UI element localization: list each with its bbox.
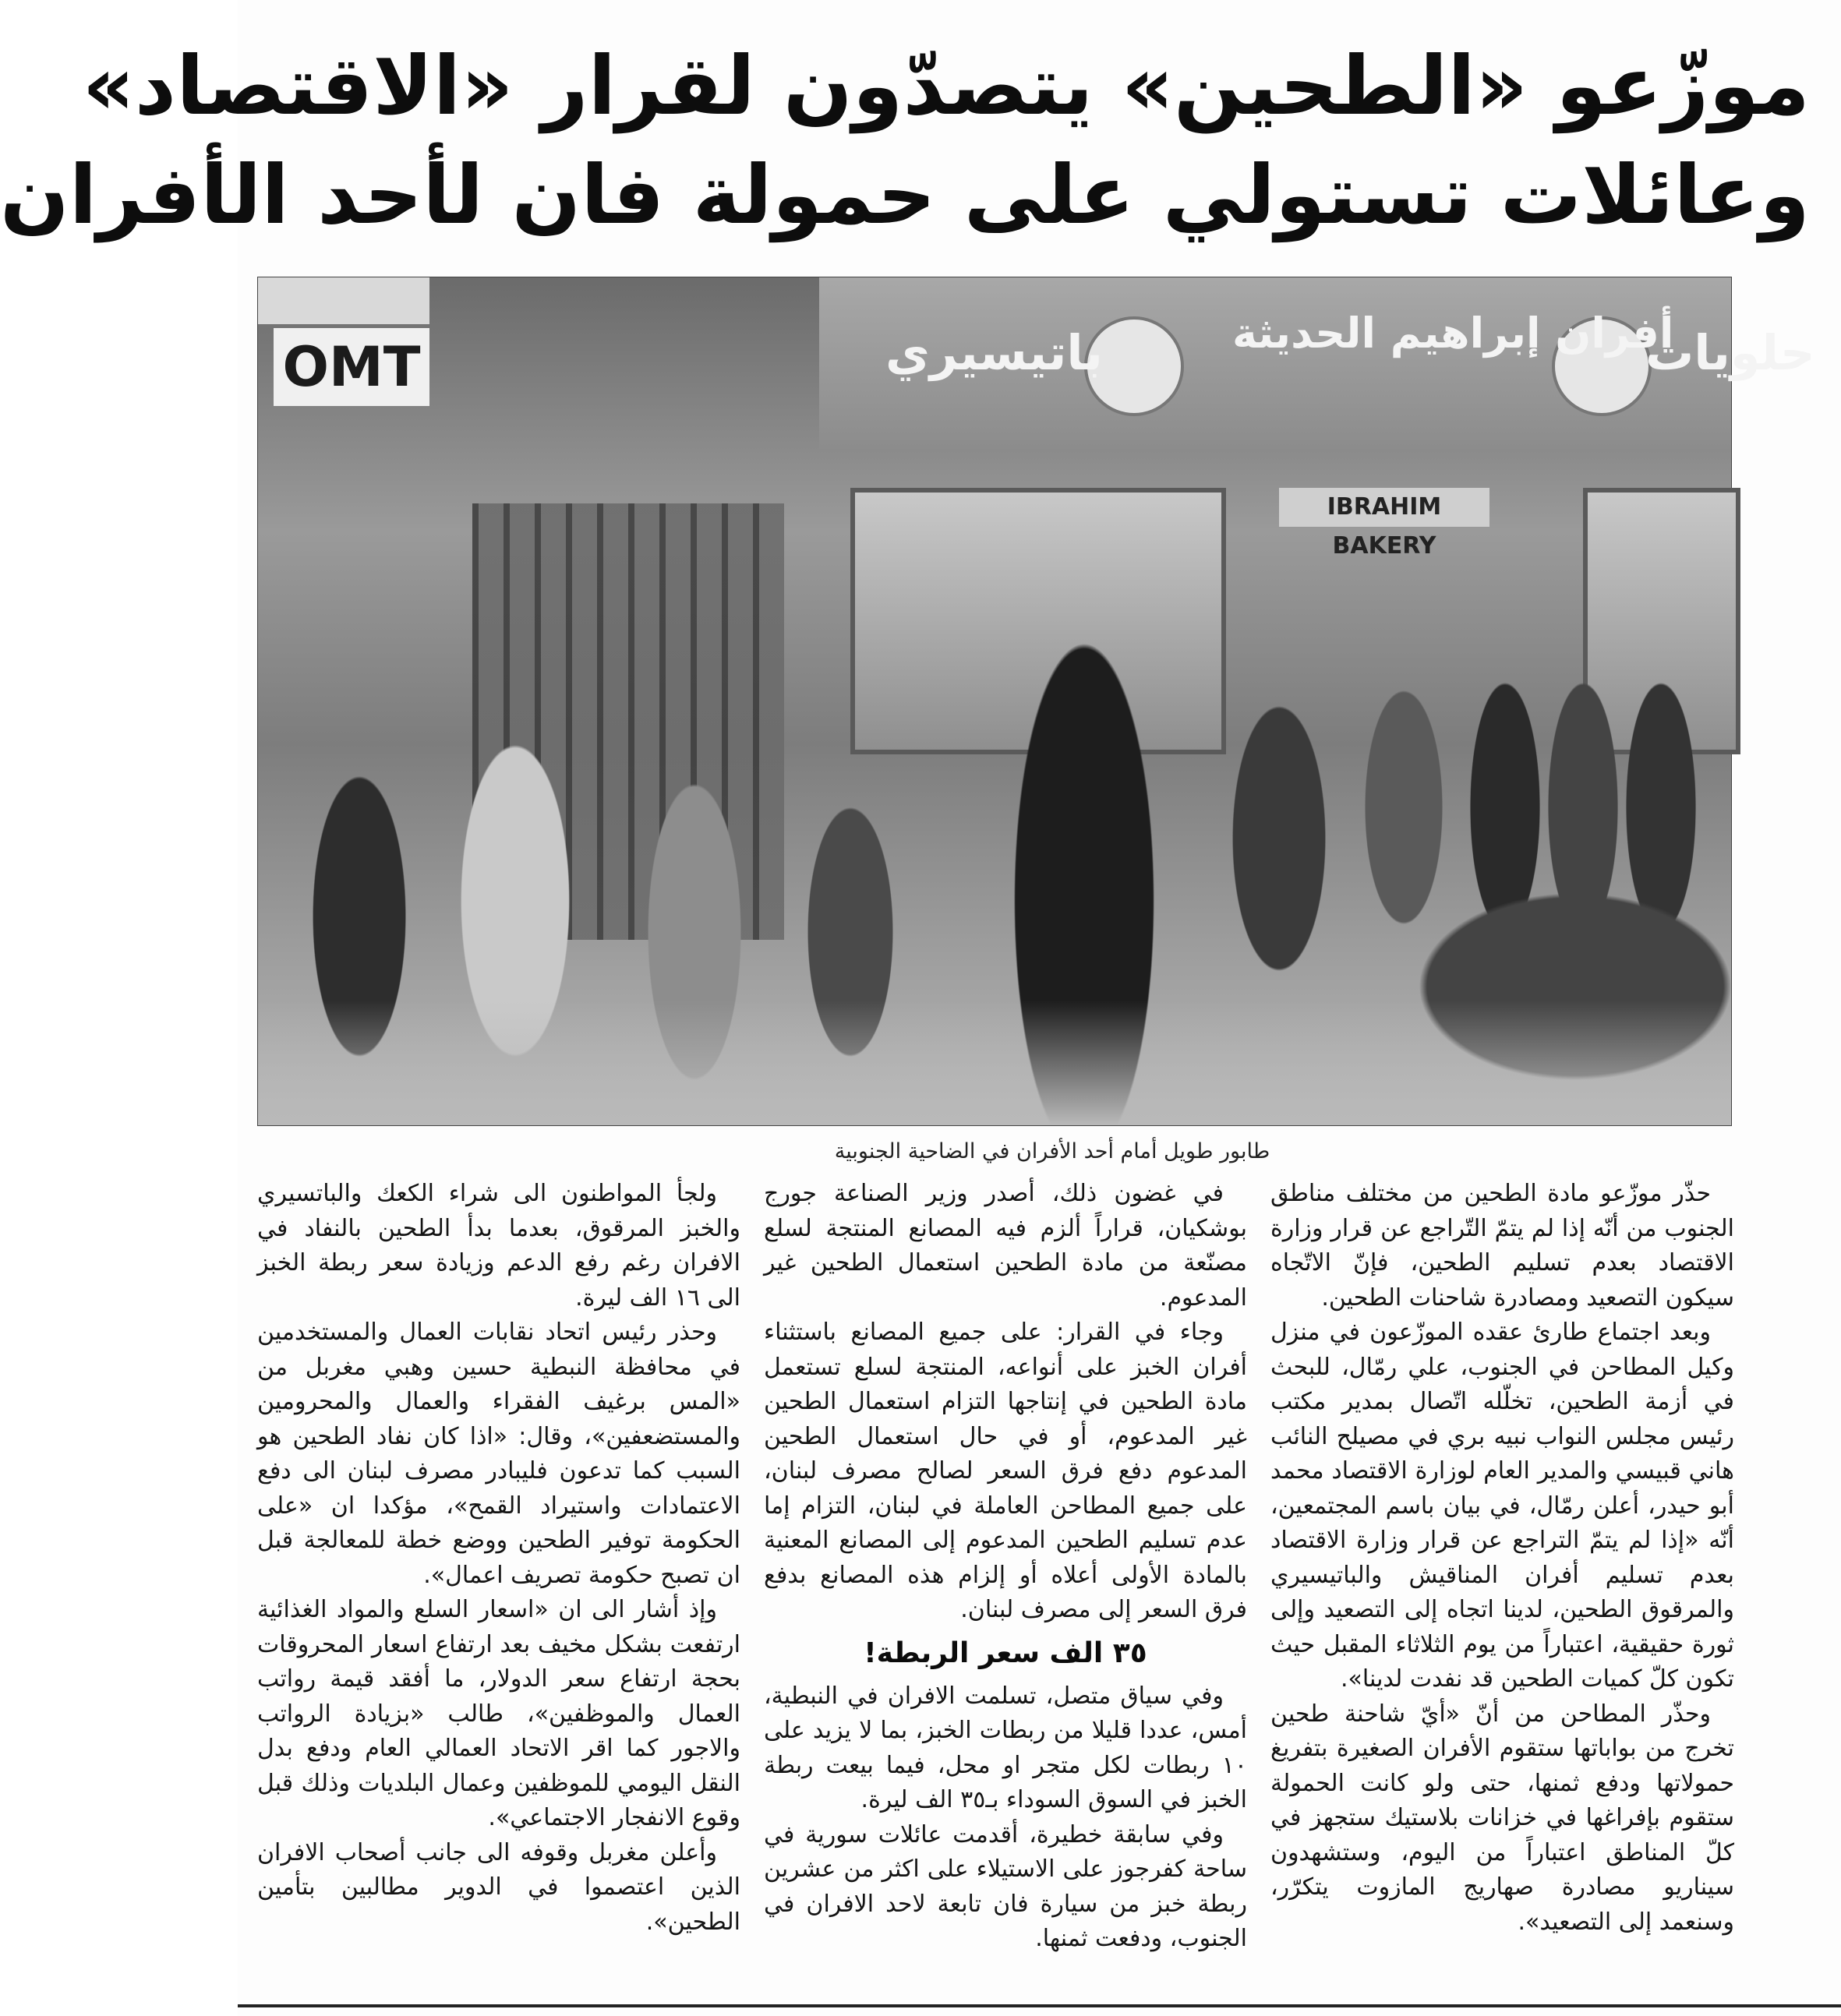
photo-caption: طابور طويل أمام أحد الأفران في الضاحية الجنوبية <box>834 1139 1270 1163</box>
bottom-rule <box>238 2004 1841 2007</box>
news-photo <box>257 277 1815 1126</box>
bakery-english-sign: IBRAHIM BAKERY <box>1279 488 1489 527</box>
awning <box>258 277 429 324</box>
paragraph: وبعد اجتماع طارئ عقده الموزّعون في منزل وكيل المطاحن في الجنوب، علي رمّال، للبحث في أزمة الطحين، تخلّله اتّصال بمدير مكتب رئيس مجلس النواب نبيه بري في مصيلح النائب هاني قبيسي والمدير العام لوزارة الاقتصاد محمد أبو حيدر، أعلن رمّال، في بيان باسم المجتمعين، أنّه «إذا لم يتمّ التراجع عن قرار وزارة الاقتصاد بعدم تسليم أفران المناقيش والباتيسيري والمرقوق الطحين، لدينا اتجاه إلى التصعيد وإلى ثورة حقيقية، اعتباراً من يوم الثلاثاء المقبل حيث تكون كلّ كميات الطحين قد نفدت لدينا». <box>1270 1319 1734 1693</box>
paragraph: وفي سياق متصل، تسلمت الافران في النبطية، أمس، عددا قليلا من ربطات الخبز، بما لا يزيد على ١٠ ربطات لكل متجر او محل، فيما بيعت ربطة الخبز في السوق السوداء بـ٣٥ الف ليرة. <box>764 1682 1247 1813</box>
article-column-right <box>1270 1177 1734 1979</box>
patisserie-sign: باتيسيري <box>885 324 1103 381</box>
headline <box>0 31 1810 265</box>
street-ground <box>258 1001 1731 1125</box>
sweets-sign: حلويات <box>1645 324 1815 381</box>
paragraph: وحذر رئيس اتحاد نقابات العمال والمستخدمين في محافظة النبطية حسين وهبي مغربل من «المس برغيف الفقراء والعمال والمحرومين والمستضعفين»، وقال: «اذا كان نفاد الطحين هو السبب كما تدعون فليبادر مصرف لبنان الى دفع الاعتمادات واستيراد القمح»، مؤكدا ان «على الحكومة توفير الطحين ووضع خطة للمعالجة قبل ان تصبح حكومة تصريف اعمال». <box>257 1319 740 1589</box>
paragraph: وفي سابقة خطيرة، أقدمت عائلات سورية في ساحة كفرجوز على الاستيلاء على اكثر من عشرين ربطة خبز من سيارة فان تابعة لاحد الافران في الجنوب، ودفعت ثمنها. <box>764 1820 1247 1952</box>
article-column-left <box>257 1177 740 1979</box>
paragraph: وأعلن مغربل وقوفه الى جانب أصحاب الافران الذين اعتصموا في الدوير مطالبين بتأمين الطحين». <box>257 1838 740 1936</box>
omt-sign: OMT <box>274 328 429 406</box>
article-column-middle <box>764 1177 1247 1979</box>
paragraph: في غضون ذلك، أصدر وزير الصناعة جورج بوشكيان، قراراً ألزم فيه المصانع المنتجة لسلع مصنّعة من مادة الطحين استعمال الطحين غير المدعوم. <box>764 1180 1247 1312</box>
paragraph: حذّر موزّعو مادة الطحين من مختلف مناطق الجنوب من أنّه إذا لم يتمّ التّراجع عن قرار وزارة الاقتصاد بعدم تسليم الطحين، فإنّ الاتّجاه سيكون التصعيد ومصادرة شاحنات الطحين. <box>1270 1180 1734 1312</box>
paragraph: وإذ أشار الى ان «اسعار السلع والمواد الغذائية ارتفعت بشكل مخيف بعد ارتفاع اسعار المحروقات بحجة ارتفاع سعر الدولار، ما أفقد قيمة رواتب العمال والموظفين»، طالب «بزيادة الرواتب والاجور كما اقر الاتحاد العمالي العام ودفع بدل النقل اليومي للموظفين وعمال البلديات وذلك قبل وقوع الانفجار الاجتماعي». <box>257 1596 740 1831</box>
paragraph: وحذّر المطاحن من أنّ «أيّ شاحنة طحين تخرج من بواباتها ستقوم الأفران الصغيرة بتفريغ حمولاتها ودفع ثمنها، حتى ولو كانت الحمولة ستقوم بإفراغها في خزانات بلاستيك ستجهز في كلّ المناطق اعتباراً من اليوم، وستشهدون سيناريو مصادرة صهاريج المازوت يتكرّر، وسنعمد إلى التصعيد». <box>1270 1700 1734 1936</box>
headline-line-1: موزّعو «الطحين» يتصدّون لقرار «الاقتصاد» <box>82 38 1810 133</box>
paragraph: وجاء في القرار: على جميع المصانع باستثناء أفران الخبز على أنواعه، المنتجة لسلع تستعمل مادة الطحين في إنتاجها التزام استعمال الطحين غير المدعوم، أو في حال استعمال الطحين المدعوم دفع فرق السعر لصالح مصرف لبنان، على جميع المطاحن العاملة في لبنان، التزام إما عدم تسليم الطحين المدعوم إلى المصانع المعنية بالمادة الأولى أعلاه أو إلزام هذه المصانع بدفع فرق السعر إلى مصرف لبنان. <box>764 1319 1247 1623</box>
headline-line-2: وعائلات تستولي على حمولة فان لأحد الأفران <box>0 147 1810 242</box>
paragraph: ولجأ المواطنون الى شراء الكعك والباتسيري والخبز المرقوق، بعدما بدأ الطحين بالنفاد في الافران رغم رفع الدعم وزيادة سعر ربطة الخبز الى ١٦ الف ليرة. <box>257 1180 740 1312</box>
subheading: ٣٥ الف سعر الربطة! <box>864 1636 1147 1669</box>
bakery-name-sign: أفران إبراهيم الحديثة <box>1232 309 1674 358</box>
